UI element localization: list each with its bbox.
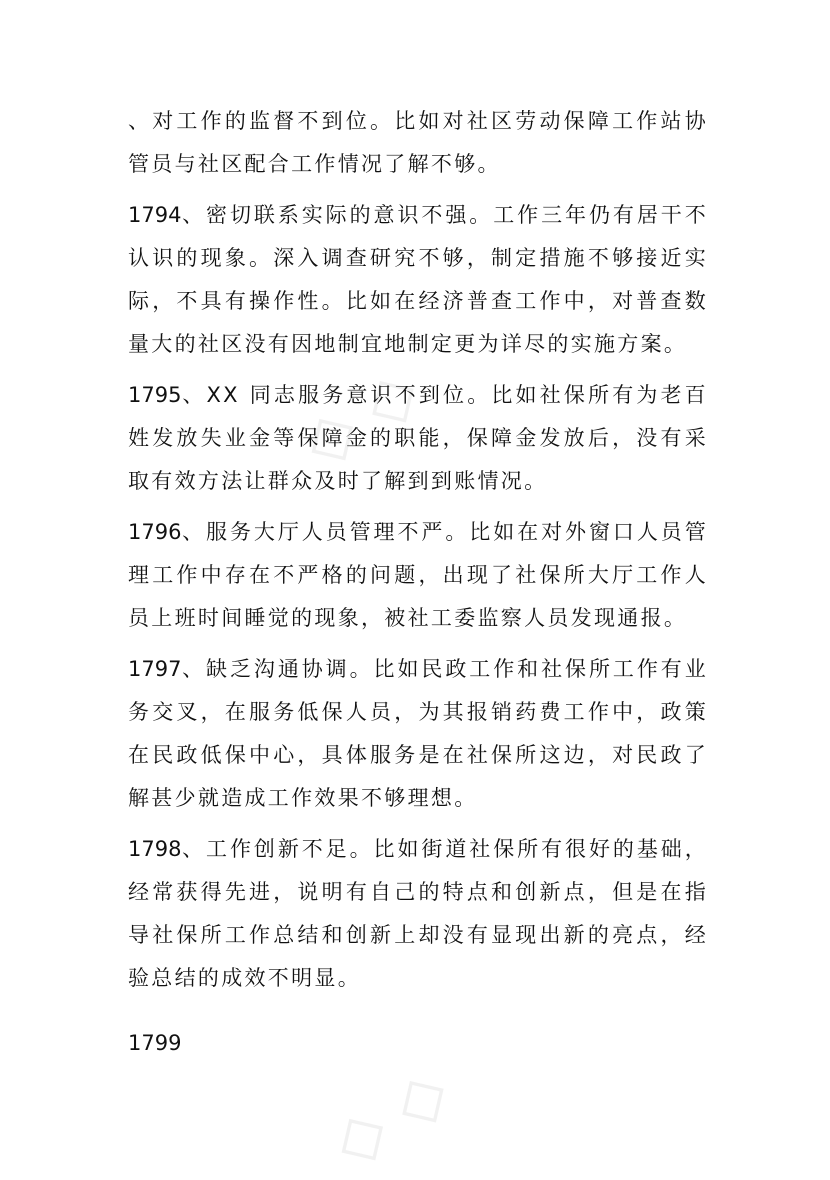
paragraph <box>128 1022 708 1065</box>
paragraph-text: 、服务大厅人员管理不严。比如在对外窗口人员管理工作中存在不严格的问题，出现了社保所大厅工作人员上班时间睡觉的现象，被社工委监察人员发现通报。 <box>128 520 708 630</box>
document-body <box>128 100 708 1073</box>
paragraph <box>128 828 708 1000</box>
paragraph-text: 、XX 同志服务意识不到位。比如社保所有为老百姓发放失业金等保障金的职能，保障金发放后，没有采取有效方法让群众及时了解到到账情况。 <box>128 383 708 493</box>
paragraph-text: 、对工作的监督不到位。比如对社区劳动保障工作站协管员与社区配合工作情况了解不够。 <box>128 109 708 176</box>
paragraph <box>128 511 708 640</box>
paragraph-number: 1794 <box>128 203 182 227</box>
paragraph-number: 1798 <box>128 837 182 861</box>
paragraph-text: 、工作创新不足。比如街道社保所有很好的基础，经常获得先进，说明有自己的特点和创新点，但是在指导社保所工作总结和创新上却没有显现出新的亮点，经验总结的成效不明显。 <box>128 837 708 990</box>
watermark: ◇ ◇ <box>319 1053 462 1180</box>
paragraph-text: 、缺乏沟通协调。比如民政工作和社保所工作有业务交叉，在服务低保人员，为其报销药费工作中，政策在民政低保中心，具体服务是在社保所这边，对民政了解甚少就造成工作效果不够理想。 <box>128 657 708 810</box>
paragraph-number: 1797 <box>128 657 182 681</box>
paragraph <box>128 374 708 503</box>
paragraph <box>128 100 708 186</box>
paragraph-number: 1795 <box>128 383 182 407</box>
paragraph <box>128 648 708 820</box>
paragraph-number: 1799 <box>128 1031 182 1055</box>
paragraph-number: 1796 <box>128 520 182 544</box>
paragraph <box>128 194 708 366</box>
paragraph-text: 、密切联系实际的意识不强。工作三年仍有居干不认识的现象。深入调查研究不够，制定措施不够接近实际，不具有操作性。比如在经济普查工作中，对普查数量大的社区没有因地制宜地制定更为详尽的实施方案。 <box>128 203 708 356</box>
watermark: ◇ ◇ <box>289 353 432 481</box>
